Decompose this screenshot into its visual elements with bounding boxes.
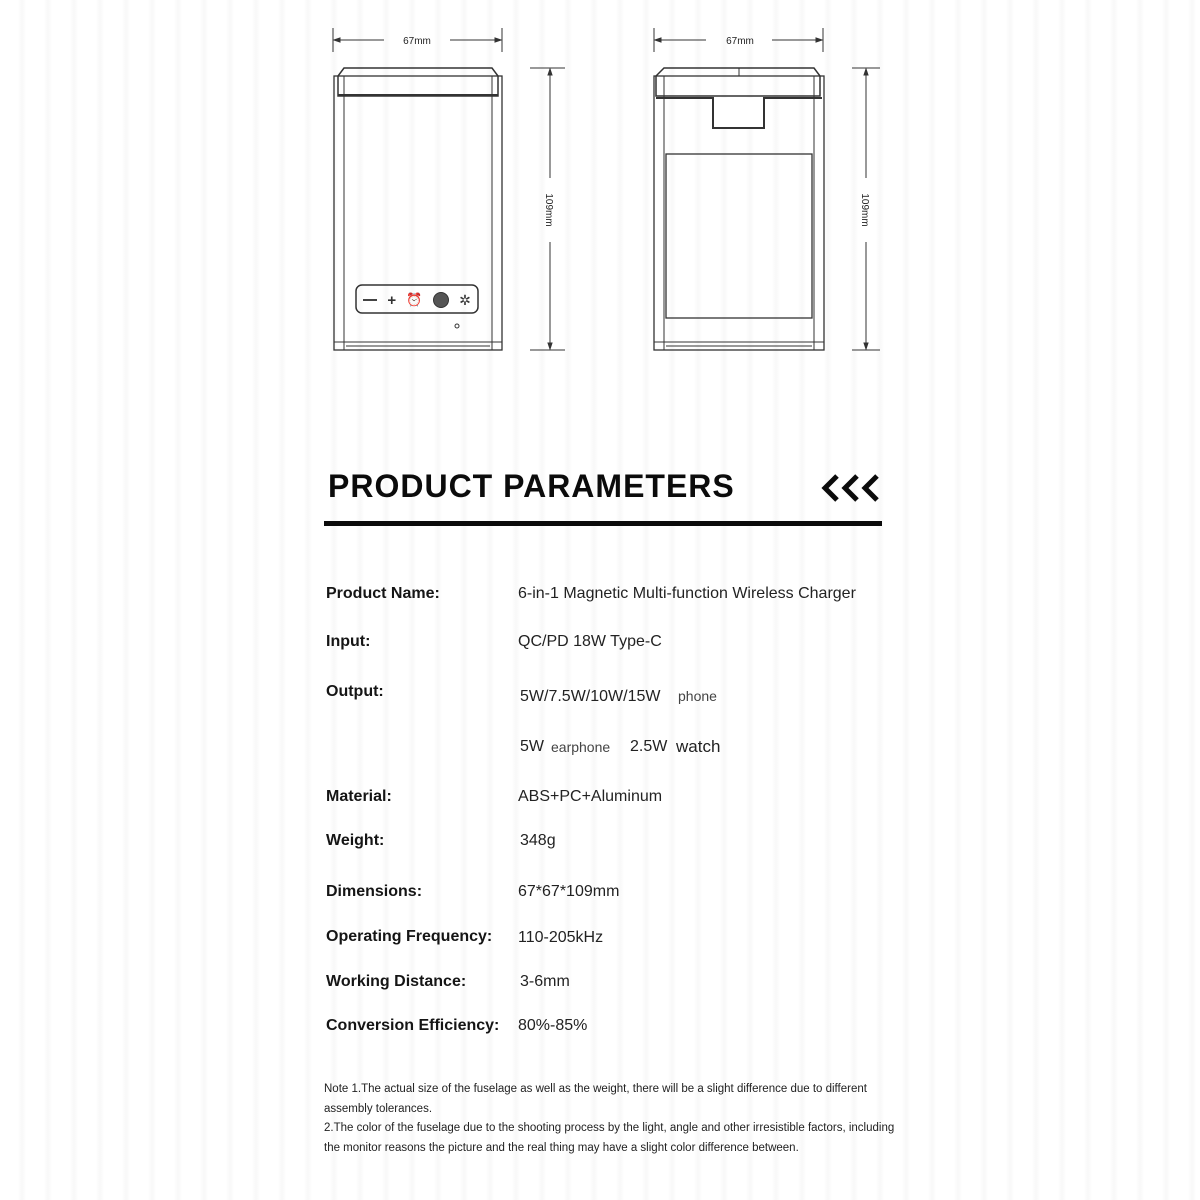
plus-icon: + <box>387 291 397 309</box>
alarm-clock-icon: ⏰ <box>406 292 423 307</box>
param-label: Material: <box>326 788 392 805</box>
output-phone-label: phone <box>678 688 717 704</box>
param-value: 67*67*109mm <box>518 883 620 900</box>
param-label: Product Name: <box>326 585 440 602</box>
param-label: Working Distance: <box>326 973 467 990</box>
section-title: PRODUCT PARAMETERS <box>328 468 735 504</box>
param-label: Dimensions: <box>326 883 423 900</box>
height-dimension-label: 109mm <box>543 193 554 227</box>
output-phone-power: 5W/7.5W/10W/15W <box>520 688 661 705</box>
section-divider <box>324 521 882 526</box>
param-label: Conversion Efficiency: <box>326 1017 500 1034</box>
output-earphone-power: 5W <box>520 738 544 755</box>
param-value: 3-6mm <box>520 973 570 990</box>
param-label: Weight: <box>326 832 385 849</box>
output-watch-label: watch <box>676 737 721 756</box>
param-value: QC/PD 18W Type-C <box>518 633 662 650</box>
note-1: Note 1.The actual size of the fuselage as well as the weight, there will be a slight difference due to different assembly tolerances. <box>324 1083 867 1115</box>
param-value: ABS+PC+Aluminum <box>518 788 663 805</box>
width-dimension-label: 67mm <box>726 36 754 47</box>
back-view-diagram <box>640 20 900 360</box>
param-label: Output: <box>326 683 384 700</box>
height-dimension-label: 109mm <box>859 193 870 227</box>
output-watch-power: 2.5W <box>630 738 668 755</box>
note-2: 2.The color of the fuselage due to the shooting process by the light, angle and other irresistible factors, including the monitor reasons the picture and the real thing may have a slight color difference between. <box>324 1122 895 1154</box>
control-panel <box>358 287 476 313</box>
minus-icon <box>363 299 377 301</box>
clock-icon <box>433 292 449 308</box>
output-earphone-label: earphone <box>551 739 611 755</box>
param-value: 80%-85% <box>518 1017 588 1034</box>
param-label: Input: <box>326 633 371 650</box>
width-dimension-label: 67mm <box>403 36 431 47</box>
param-value: 6-in-1 Magnetic Multi-function Wireless Charger <box>518 585 856 602</box>
notes <box>324 1080 904 1158</box>
param-label: Operating Frequency: <box>326 928 493 945</box>
param-value: 348g <box>520 832 556 849</box>
param-value: 110-205kHz <box>518 929 604 946</box>
triple-chevron-left-icon <box>820 472 884 504</box>
brightness-icon: ✲ <box>459 291 471 308</box>
